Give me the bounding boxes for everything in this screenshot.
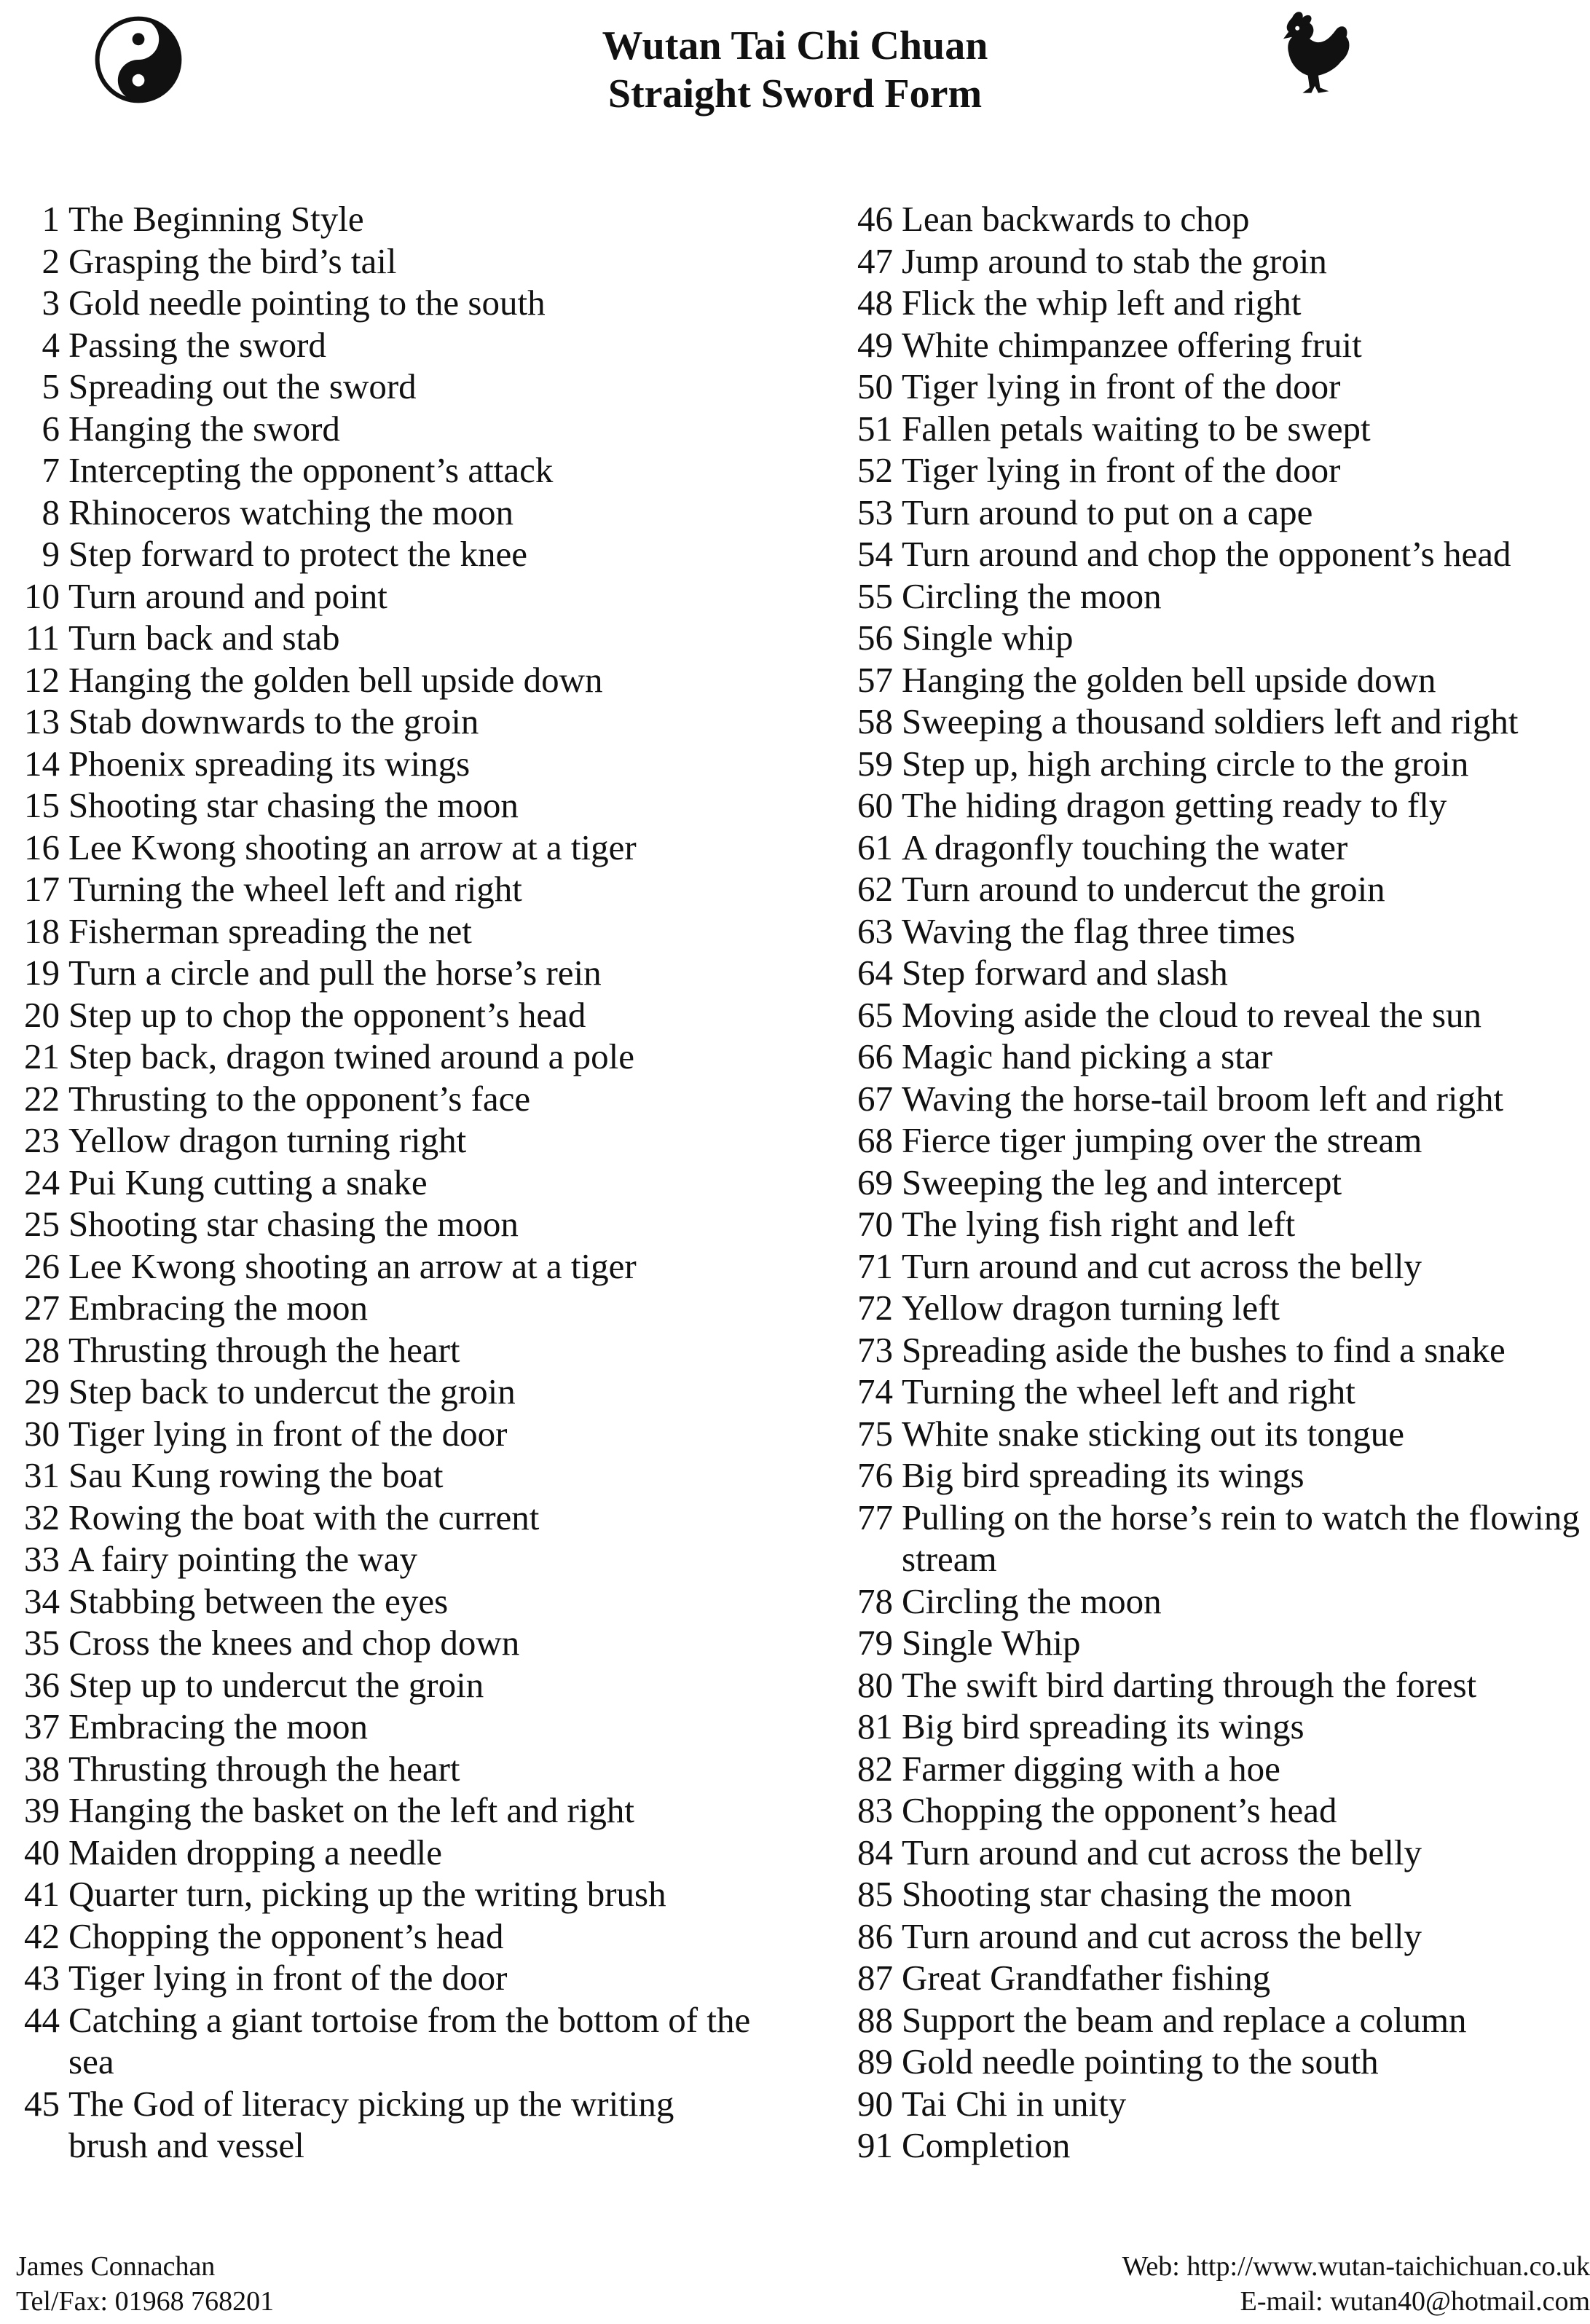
move-name: Rhinoceros watching the moon: [68, 492, 514, 532]
move-name: Passing the sword: [68, 324, 326, 365]
move-name: Intercepting the opponent’s attack: [68, 450, 554, 490]
move-number: 59: [857, 743, 893, 784]
move-name: Turn around and cut across the belly: [902, 1245, 1422, 1286]
move-name: Stabbing between the eyes: [68, 1580, 449, 1621]
move-item: [842, 1371, 1590, 1413]
move-number: 85: [857, 1874, 893, 1914]
move-number: 46: [857, 199, 893, 239]
move-number: 75: [857, 1413, 893, 1454]
move-name: Turn around to put on a cape: [902, 492, 1313, 532]
move-number: 83: [857, 1790, 893, 1830]
move-item: [842, 910, 1590, 953]
move-name: Sau Kung rowing the boat: [68, 1455, 444, 1495]
move-item: [842, 1664, 1590, 1706]
move-name: Hanging the golden bell upside down: [902, 659, 1436, 700]
move-number: 9: [42, 534, 60, 574]
move-item: [842, 1245, 1590, 1288]
move-item: [842, 868, 1590, 910]
move-number: 35: [24, 1623, 60, 1663]
move-name: Magic hand picking a star: [902, 1036, 1272, 1076]
move-item: [12, 1706, 813, 1748]
move-item: [842, 1622, 1590, 1664]
move-number: 53: [857, 492, 893, 532]
web-address: Web: http://www.wutan-taichichuan.co.uk: [1122, 2251, 1590, 2282]
move-name: A dragonfly touching the water: [902, 827, 1348, 867]
move-item: [12, 575, 813, 618]
move-number: 6: [42, 408, 60, 449]
move-item: [12, 910, 813, 953]
move-item: [842, 659, 1590, 701]
move-name: Turn around and point: [68, 575, 387, 616]
move-item: [12, 1203, 813, 1245]
move-item: [842, 701, 1590, 743]
move-item: [12, 1748, 813, 1790]
move-number: 11: [25, 618, 60, 658]
move-name: Circling the moon: [902, 575, 1162, 616]
move-number: 24: [24, 1162, 60, 1202]
move-name: Step back to undercut the groin: [68, 1371, 516, 1411]
move-item: [842, 1832, 1590, 1874]
move-name: Chopping the opponent’s head: [68, 1915, 504, 1956]
move-number: 68: [857, 1120, 893, 1160]
move-name: Lean backwards to chop: [902, 199, 1250, 239]
move-name: Shooting star chasing the moon: [902, 1874, 1352, 1914]
move-item: [842, 366, 1590, 408]
move-item: [842, 1162, 1590, 1204]
move-name: Turning the wheel left and right: [68, 869, 522, 909]
move-number: 89: [857, 2041, 893, 2081]
move-name: Tiger lying in front of the door: [68, 1413, 508, 1454]
contact-phone: Tel/Fax: 01968 768201: [16, 2286, 275, 2317]
move-number: 44: [24, 1999, 60, 2040]
move-number: 41: [24, 1874, 60, 1914]
move-number: 33: [24, 1539, 60, 1579]
move-item: [842, 1078, 1590, 1120]
move-name: White snake sticking out its tongue: [902, 1413, 1404, 1454]
move-item: [12, 492, 813, 534]
move-item: [842, 827, 1590, 869]
move-number: 3: [42, 283, 60, 323]
move-item: [842, 1789, 1590, 1832]
move-name: Maiden dropping a needle: [68, 1832, 442, 1872]
move-item: [12, 659, 813, 701]
move-item: [842, 1203, 1590, 1245]
move-number: 15: [24, 785, 60, 825]
move-name: Thrusting through the heart: [68, 1748, 460, 1789]
move-item: [842, 2041, 1590, 2083]
move-number: 28: [24, 1329, 60, 1370]
move-name: Lee Kwong shooting an arrow at a tiger: [68, 827, 637, 867]
move-name: Jump around to stab the groin: [902, 240, 1327, 281]
move-name: Flick the whip left and right: [902, 283, 1302, 323]
move-number: 87: [857, 1958, 893, 1998]
move-name: Step up to undercut the groin: [68, 1664, 484, 1705]
move-number: 72: [857, 1288, 893, 1328]
move-number: 8: [42, 492, 60, 532]
move-name: Pulling on the horse’s rein to watch the flowing stream: [902, 1497, 1580, 1579]
move-item: [12, 868, 813, 910]
move-number: 47: [857, 240, 893, 281]
move-name: Shooting star chasing the moon: [68, 1204, 519, 1244]
move-name: Hanging the basket on the left and right: [68, 1790, 634, 1830]
move-name: Support the beam and replace a column: [902, 1999, 1467, 2040]
move-item: [842, 492, 1590, 534]
move-item: [842, 952, 1590, 994]
move-item: [842, 1748, 1590, 1790]
move-item: [842, 1119, 1590, 1162]
move-item: [842, 449, 1590, 492]
move-name: The Beginning Style: [68, 199, 364, 239]
move-item: [842, 1957, 1590, 1999]
move-item: [12, 1789, 813, 1832]
move-item: [842, 1873, 1590, 1915]
moves-list-right: [842, 198, 1590, 2167]
move-name: Farmer digging with a hoe: [902, 1748, 1280, 1789]
move-item: [842, 1413, 1590, 1455]
move-name: Gold needle pointing to the south: [68, 283, 546, 323]
move-item: [12, 2083, 813, 2167]
move-name: Lee Kwong shooting an arrow at a tiger: [68, 1245, 637, 1286]
move-item: [12, 1580, 813, 1623]
move-item: [12, 784, 813, 827]
move-name: Fisherman spreading the net: [68, 910, 472, 951]
move-name: Big bird spreading its wings: [902, 1706, 1304, 1746]
move-number: 20: [24, 994, 60, 1035]
move-number: 43: [24, 1958, 60, 1998]
move-item: [842, 1497, 1590, 1580]
move-item: [842, 2124, 1590, 2167]
move-item: [12, 533, 813, 575]
move-number: 1: [42, 199, 60, 239]
move-number: 71: [857, 1245, 893, 1286]
move-name: Phoenix spreading its wings: [68, 743, 471, 784]
move-item: [842, 2083, 1590, 2125]
move-number: 90: [857, 2083, 893, 2124]
move-item: [12, 617, 813, 659]
move-item: [12, 1538, 813, 1580]
move-name: Pui Kung cutting a snake: [68, 1162, 428, 1202]
move-name: Completion: [902, 2125, 1071, 2165]
move-number: 88: [857, 1999, 893, 2040]
move-number: 63: [857, 910, 893, 951]
move-number: 25: [24, 1204, 60, 1244]
move-name: Sweeping a thousand soldiers left and right: [902, 701, 1519, 741]
move-number: 78: [857, 1580, 893, 1621]
contact-name: James Connachan: [16, 2251, 216, 2282]
move-number: 26: [24, 1245, 60, 1286]
move-number: 30: [24, 1413, 60, 1454]
move-name: Step forward to protect the knee: [68, 534, 527, 574]
move-item: [842, 1329, 1590, 1371]
move-item: [12, 827, 813, 869]
move-item: [12, 1497, 813, 1539]
move-item: [842, 1915, 1590, 1958]
move-number: 14: [24, 743, 60, 784]
move-number: 38: [24, 1748, 60, 1789]
move-item: [12, 701, 813, 743]
move-name: Turn around and cut across the belly: [902, 1832, 1422, 1872]
move-item: [12, 366, 813, 408]
move-number: 18: [24, 910, 60, 951]
move-item: [12, 282, 813, 324]
move-item: [12, 1915, 813, 1958]
move-item: [12, 1957, 813, 1999]
move-name: Tai Chi in unity: [902, 2083, 1127, 2124]
move-name: The hiding dragon getting ready to fly: [902, 785, 1447, 825]
title-line-1: Wutan Tai Chi Chuan: [602, 23, 988, 68]
move-number: 91: [857, 2125, 893, 2165]
move-name: Yellow dragon turning right: [68, 1120, 467, 1160]
move-name: Gold needle pointing to the south: [902, 2041, 1379, 2081]
move-name: Circling the moon: [902, 1580, 1162, 1621]
move-number: 10: [24, 575, 60, 616]
move-name: Great Grandfather fishing: [902, 1958, 1271, 1998]
move-item: [12, 994, 813, 1036]
move-number: 67: [857, 1078, 893, 1119]
move-name: Thrusting through the heart: [68, 1329, 460, 1370]
move-number: 29: [24, 1371, 60, 1411]
move-number: 48: [857, 283, 893, 323]
move-name: Fierce tiger jumping over the stream: [902, 1120, 1422, 1160]
move-item: [842, 1706, 1590, 1748]
move-item: [842, 743, 1590, 785]
move-name: Single whip: [902, 618, 1074, 658]
move-name: A fairy pointing the way: [68, 1539, 418, 1579]
move-name: Turn around and cut across the belly: [902, 1915, 1422, 1956]
move-number: 45: [24, 2083, 60, 2124]
move-number: 66: [857, 1036, 893, 1076]
move-name: Sweeping the leg and intercept: [902, 1162, 1342, 1202]
move-item: [842, 408, 1590, 450]
move-name: Step back, dragon twined around a pole: [68, 1036, 634, 1076]
move-name: Catching a giant tortoise from the bottom of the sea: [68, 1999, 751, 2081]
move-number: 69: [857, 1162, 893, 1202]
move-name: Thrusting to the opponent’s face: [68, 1078, 531, 1119]
move-number: 34: [24, 1580, 60, 1621]
move-number: 39: [24, 1790, 60, 1830]
move-item: [12, 1078, 813, 1120]
move-number: 82: [857, 1748, 893, 1789]
move-item: [12, 1036, 813, 1078]
move-item: [12, 408, 813, 450]
move-name: Turn around and chop the opponent’s head: [902, 534, 1511, 574]
move-item: [12, 449, 813, 492]
move-number: 56: [857, 618, 893, 658]
move-name: Hanging the sword: [68, 408, 340, 449]
move-number: 13: [24, 701, 60, 741]
move-item: [12, 1119, 813, 1162]
move-number: 2: [42, 240, 60, 281]
move-name: Turn a circle and pull the horse’s rein: [68, 953, 602, 993]
move-item: [12, 324, 813, 366]
move-name: Step up, high arching circle to the groin: [902, 743, 1469, 784]
move-number: 61: [857, 827, 893, 867]
move-name: The swift bird darting through the forest: [902, 1664, 1477, 1705]
move-item: [12, 240, 813, 283]
move-number: 81: [857, 1706, 893, 1746]
move-number: 60: [857, 785, 893, 825]
move-number: 40: [24, 1832, 60, 1872]
move-name: Stab downwards to the groin: [68, 701, 479, 741]
move-number: 73: [857, 1329, 893, 1370]
move-number: 74: [857, 1371, 893, 1411]
title-line-2: Straight Sword Form: [607, 71, 983, 117]
move-name: Grasping the bird’s tail: [68, 240, 397, 281]
move-number: 50: [857, 366, 893, 406]
move-name: Big bird spreading its wings: [902, 1455, 1304, 1495]
move-number: 54: [857, 534, 893, 574]
move-number: 4: [42, 324, 60, 365]
move-name: Turning the wheel left and right: [902, 1371, 1355, 1411]
move-item: [12, 743, 813, 785]
move-number: 42: [24, 1915, 60, 1956]
move-item: [842, 1454, 1590, 1497]
footer-web: [1122, 2249, 1590, 2319]
move-number: 22: [24, 1078, 60, 1119]
move-number: 84: [857, 1832, 893, 1872]
move-name: Yellow dragon turning left: [902, 1288, 1280, 1328]
move-number: 36: [24, 1664, 60, 1705]
move-name: Fallen petals waiting to be swept: [902, 408, 1371, 449]
move-item: [12, 1999, 813, 2083]
move-item: [842, 1036, 1590, 1078]
move-number: 52: [857, 450, 893, 490]
move-item: [842, 575, 1590, 618]
move-number: 5: [42, 366, 60, 406]
move-item: [12, 1454, 813, 1497]
move-item: [12, 1664, 813, 1706]
move-name: Chopping the opponent’s head: [902, 1790, 1337, 1830]
move-item: [12, 1287, 813, 1329]
email-address: E-mail: wutan40@hotmail.com: [1240, 2286, 1590, 2317]
move-item: [842, 324, 1590, 366]
move-number: 31: [24, 1455, 60, 1495]
move-name: Rowing the boat with the current: [68, 1497, 540, 1537]
move-name: Embracing the moon: [68, 1706, 368, 1746]
move-item: [12, 1622, 813, 1664]
move-name: Shooting star chasing the moon: [68, 785, 519, 825]
move-item: [12, 1245, 813, 1288]
move-number: 64: [857, 953, 893, 993]
move-name: Cross the knees and chop down: [68, 1623, 520, 1663]
move-name: Tiger lying in front of the door: [902, 366, 1341, 406]
move-item: [12, 952, 813, 994]
move-item: [842, 994, 1590, 1036]
rooster-icon: [1266, 7, 1353, 103]
move-number: 86: [857, 1915, 893, 1956]
move-name: The God of literacy picking up the writing brush and vessel: [68, 2083, 674, 2165]
move-item: [12, 198, 813, 240]
move-item: [842, 1580, 1590, 1623]
move-number: 37: [24, 1706, 60, 1746]
move-number: 32: [24, 1497, 60, 1537]
move-number: 7: [42, 450, 60, 490]
move-number: 23: [24, 1120, 60, 1160]
move-name: Tiger lying in front of the door: [902, 450, 1341, 490]
footer-contact: [16, 2249, 274, 2319]
move-item: [842, 1999, 1590, 2041]
move-item: [12, 1329, 813, 1371]
move-item: [12, 1371, 813, 1413]
move-number: 21: [24, 1036, 60, 1076]
move-number: 76: [857, 1455, 893, 1495]
move-number: 65: [857, 994, 893, 1035]
move-item: [842, 1287, 1590, 1329]
move-name: Tiger lying in front of the door: [68, 1958, 508, 1998]
move-item: [842, 784, 1590, 827]
move-number: 70: [857, 1204, 893, 1244]
move-name: Turn back and stab: [68, 618, 340, 658]
move-item: [842, 240, 1590, 283]
move-name: Hanging the golden bell upside down: [68, 659, 603, 700]
move-name: Embracing the moon: [68, 1288, 368, 1328]
move-number: 49: [857, 324, 893, 365]
move-name: Waving the horse-tail broom left and right: [902, 1078, 1504, 1119]
move-item: [842, 198, 1590, 240]
move-name: Spreading out the sword: [68, 366, 417, 406]
move-name: White chimpanzee offering fruit: [902, 324, 1362, 365]
move-number: 19: [24, 953, 60, 993]
move-name: Waving the flag three times: [902, 910, 1296, 951]
move-number: 79: [857, 1623, 893, 1663]
move-number: 12: [24, 659, 60, 700]
move-item: [12, 1162, 813, 1204]
move-name: Step up to chop the opponent’s head: [68, 994, 586, 1035]
move-name: The lying fish right and left: [902, 1204, 1296, 1244]
move-item: [842, 282, 1590, 324]
move-number: 55: [857, 575, 893, 616]
move-number: 27: [24, 1288, 60, 1328]
move-name: Turn around to undercut the groin: [902, 869, 1385, 909]
move-name: Quarter turn, picking up the writing brush: [68, 1874, 666, 1914]
move-number: 17: [24, 869, 60, 909]
move-number: 80: [857, 1664, 893, 1705]
moves-list-left: [12, 198, 813, 2167]
move-item: [12, 1873, 813, 1915]
move-number: 16: [24, 827, 60, 867]
move-name: Single Whip: [902, 1623, 1081, 1663]
move-name: Step forward and slash: [902, 953, 1228, 993]
move-number: 57: [857, 659, 893, 700]
move-number: 77: [857, 1497, 893, 1537]
move-item: [12, 1832, 813, 1874]
move-item: [842, 533, 1590, 575]
move-item: [12, 1413, 813, 1455]
move-name: Spreading aside the bushes to find a snake: [902, 1329, 1506, 1370]
move-item: [842, 617, 1590, 659]
move-number: 58: [857, 701, 893, 741]
move-number: 62: [857, 869, 893, 909]
move-number: 51: [857, 408, 893, 449]
move-name: Moving aside the cloud to reveal the sun: [902, 994, 1482, 1035]
